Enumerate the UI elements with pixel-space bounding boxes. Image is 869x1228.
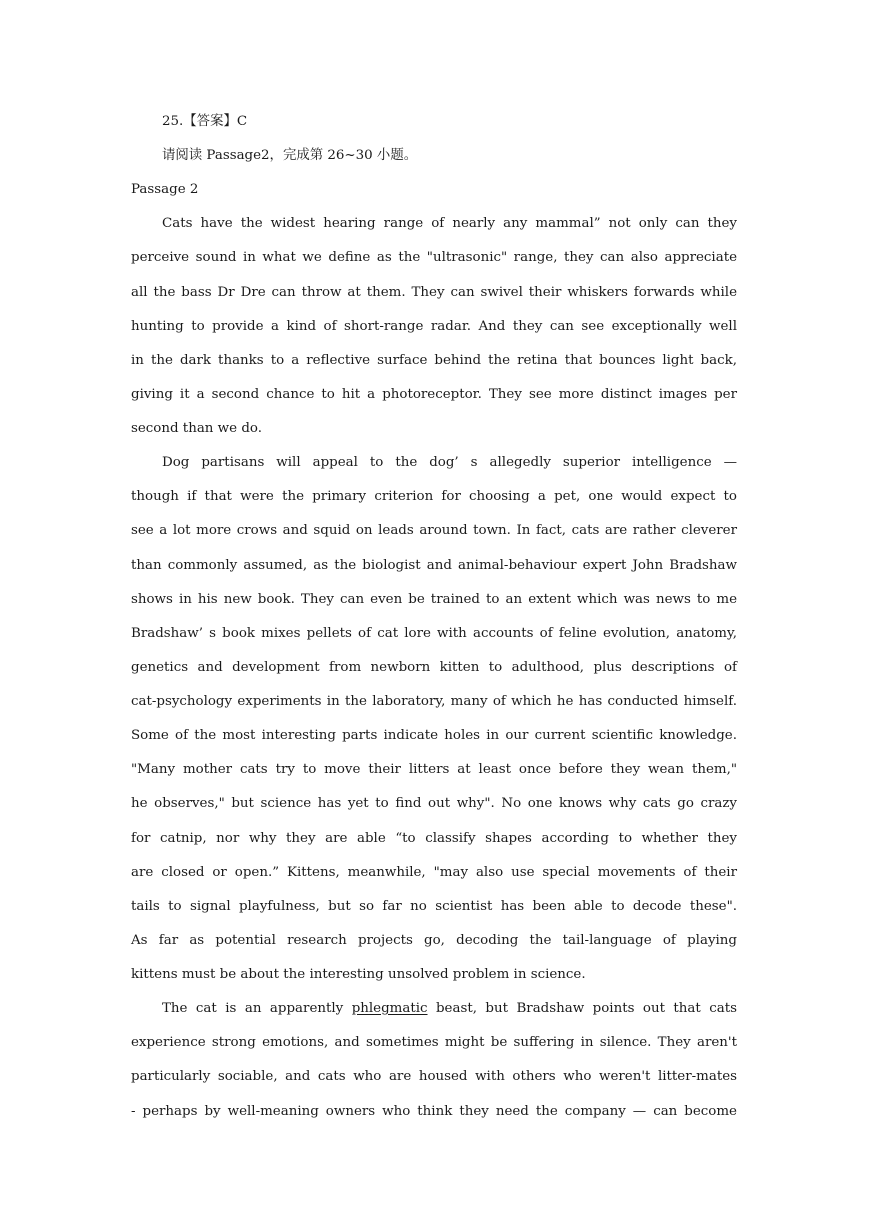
paragraph-2-line: see a lot more crows and squid on leads around town. In fact, cats are rather cleverer [131, 523, 737, 538]
paragraph-3-line: experience strong emotions, and sometimes might be suffering in silence. They aren't [131, 1035, 737, 1050]
paragraph-2-line: genetics and development from newborn kitten to adulthood, plus descriptions of [131, 660, 737, 675]
text-segment: beast, but Bradshaw points out that cats [427, 1001, 737, 1016]
underlined-word: phlegmatic [351, 1001, 428, 1016]
paragraph-2-line: As far as potential research projects go, decoding the tail-language of playing [131, 933, 737, 948]
answer-line: 25.【答案】C [162, 114, 248, 129]
paragraph-2-line: he observes," but science has yet to find out why". No one knows why cats go crazy [131, 796, 737, 811]
paragraph-3-line: - perhaps by well-meaning owners who think they need the company — can become [131, 1104, 737, 1119]
paragraph-2-line: Bradshaw’ s book mixes pellets of cat lore with accounts of feline evolution, anatomy, [131, 626, 737, 641]
paragraph-2-line: are closed or open.” Kittens, meanwhile, "may also use special movements of their [131, 865, 737, 880]
paragraph-1-line: second than we do. [131, 421, 262, 436]
paragraph-1-line: hunting to provide a kind of short-range radar. And they can see exceptionally well [131, 319, 737, 334]
passage-title: Passage 2 [131, 182, 199, 197]
paragraph-1-line: perceive sound in what we define as the "ultrasonic" range, they can also appreciate [131, 250, 737, 265]
paragraph-1-line: Cats have the widest hearing range of nearly any mammal” not only can they [162, 216, 737, 231]
paragraph-2-line: than commonly assumed, as the biologist and animal-behaviour expert John Bradshaw [131, 558, 737, 573]
paragraph-1-line: giving it a second chance to hit a photoreceptor. They see more distinct images per [131, 387, 737, 402]
paragraph-2-line: tails to signal playfulness, but so far no scientist has been able to decode these". [131, 899, 737, 914]
paragraph-2-line: kittens must be about the interesting unsolved problem in science. [131, 967, 586, 982]
paragraph-1-line: all the bass Dr Dre can throw at them. They can swivel their whiskers forwards while [131, 285, 737, 300]
instruction-line: 请阅读 Passage2，完成第 26~30 小题。 [162, 148, 418, 163]
paragraph-2-line: Some of the most interesting parts indicate holes in our current scientific knowledge. [131, 728, 737, 743]
paragraph-2-line: cat-psychology experiments in the laboratory, many of which he has conducted himself. [131, 694, 737, 709]
paragraph-2-line: for catnip, nor why they are able “to classify shapes according to whether they [131, 831, 737, 846]
paragraph-2-line: shows in his new book. They can even be trained to an extent which was news to me [131, 592, 737, 607]
paragraph-3-line [162, 1000, 737, 1018]
paragraph-2-line: "Many mother cats try to move their litters at least once before they wean them," [131, 762, 737, 777]
paragraph-3-line: particularly sociable, and cats who are housed with others who weren't litter-mates [131, 1069, 737, 1084]
paragraph-1-line: in the dark thanks to a reflective surface behind the retina that bounces light back, [131, 353, 737, 368]
paragraph-2-line: though if that were the primary criterion for choosing a pet, one would expect to [131, 489, 737, 504]
paragraph-2-line: Dog partisans will appeal to the dog’ s allegedly superior intelligence — [162, 455, 737, 470]
text-segment: The cat is an apparently [162, 1001, 352, 1016]
